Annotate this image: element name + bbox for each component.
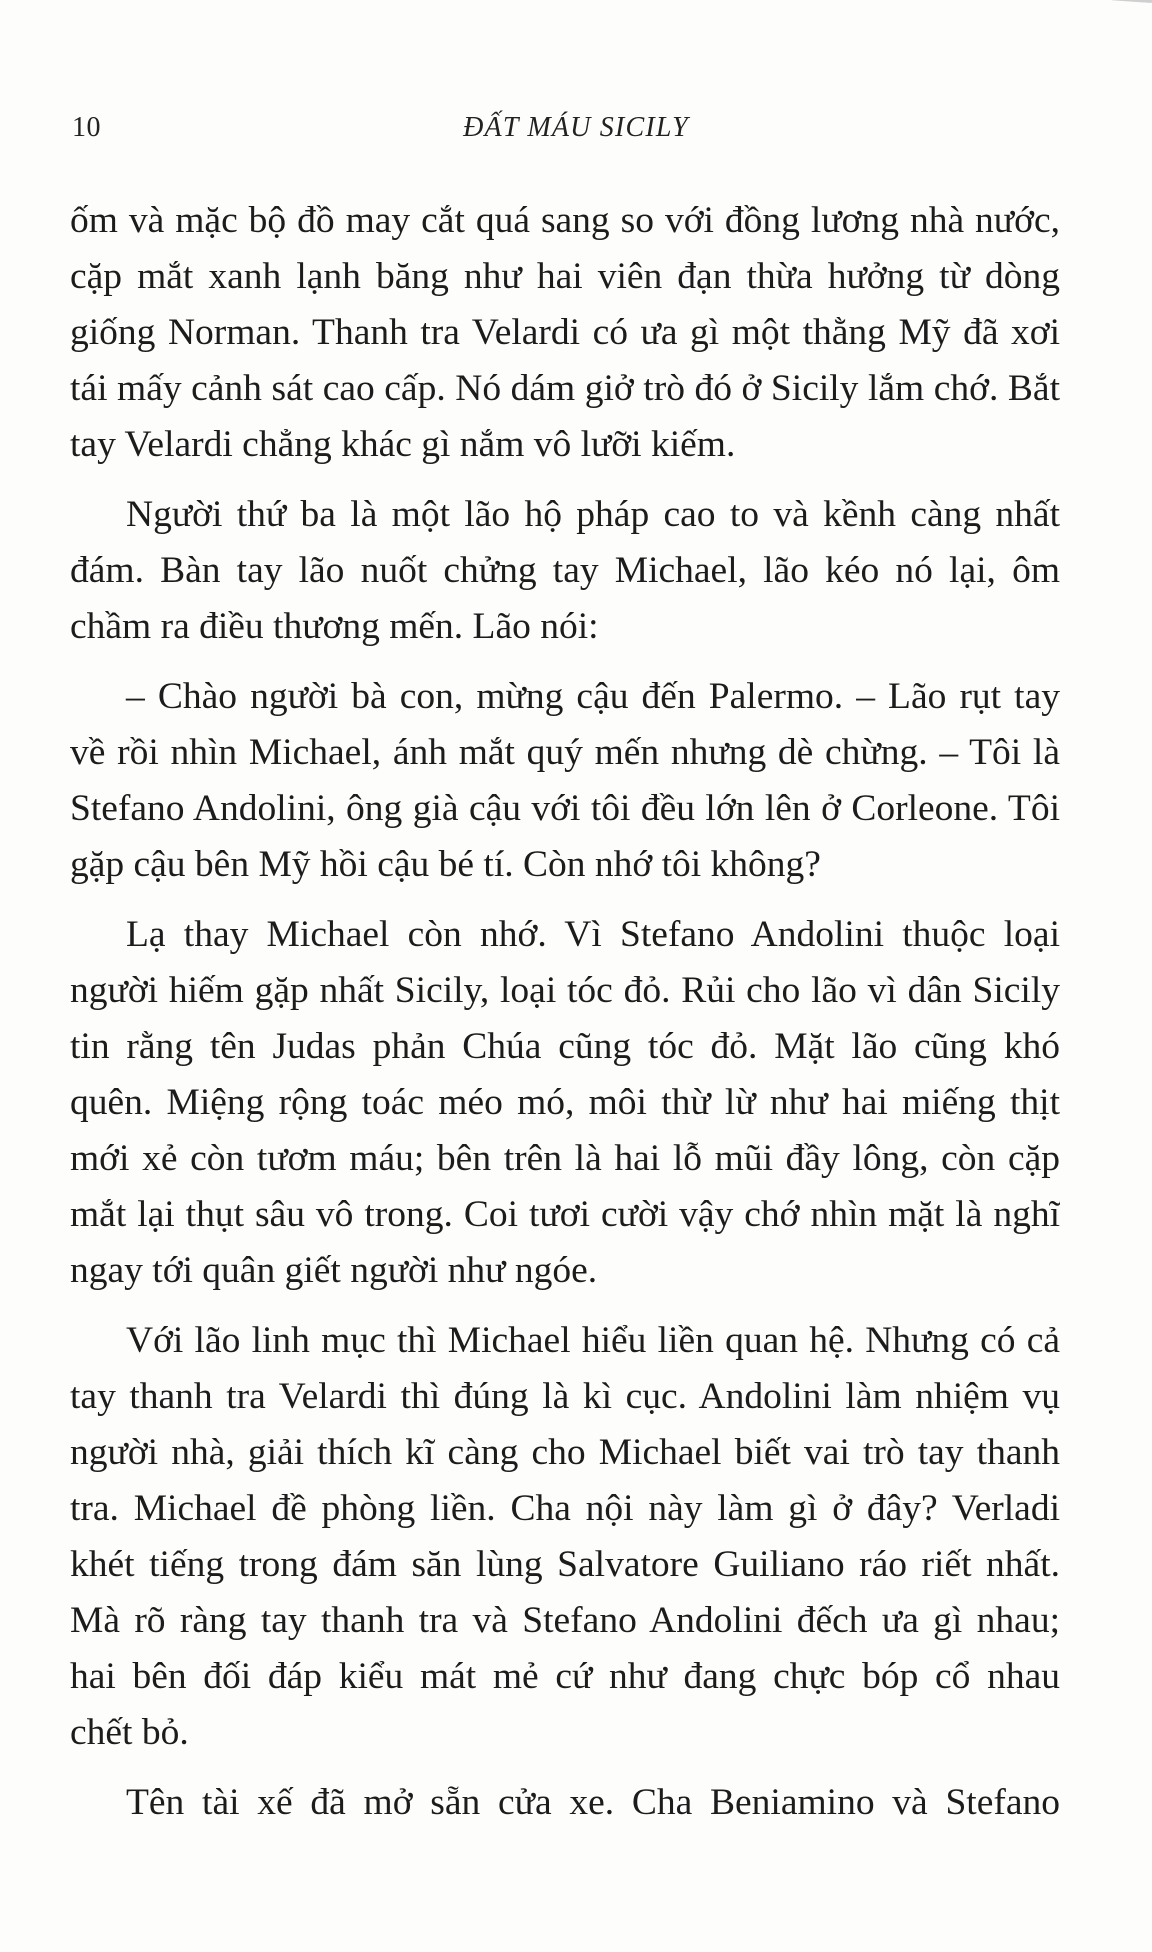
page-corner-mark xyxy=(1111,0,1152,15)
text-line: tay thanh tra Velardi thì đúng là kì cục. Andolini làm nhiệm vụ xyxy=(70,1376,1060,1417)
text-line: người nhà, giải thích kĩ càng cho Michael biết vai trò tay thanh xyxy=(70,1432,1060,1473)
text-line: tái mấy cảnh sát cao cấp. Nó dám giở trò đó ở Sicily lắm chớ. Bắt xyxy=(70,368,1060,409)
text-line: chết bỏ. xyxy=(70,1712,189,1753)
text-line: Với lão linh mục thì Michael hiểu liền quan hệ. Nhưng có cả xyxy=(126,1320,1060,1361)
text-line: gặp cậu bên Mỹ hồi cậu bé tí. Còn nhớ tôi không? xyxy=(70,844,821,885)
text-line: giống Norman. Thanh tra Velardi có ưa gì một thằng Mỹ đã xơi xyxy=(70,312,1060,353)
text-line: về rồi nhìn Michael, ánh mắt quý mến nhưng dè chừng. – Tôi là xyxy=(70,732,1060,773)
text-line: quên. Miệng rộng toác méo mó, môi thừ lừ như hai miếng thịt xyxy=(70,1082,1060,1123)
paragraph-1 xyxy=(70,193,1060,473)
text-line: Stefano Andolini, ông già cậu với tôi đều lớn lên ở Corleone. Tôi xyxy=(70,788,1060,829)
paragraph-5 xyxy=(70,1313,1060,1761)
text-line: mắt lại thụt sâu vô trong. Coi tươi cười vậy chớ nhìn mặt là nghĩ xyxy=(70,1194,1060,1235)
text-line: tra. Michael đề phòng liền. Cha nội này làm gì ở đây? Verladi xyxy=(70,1488,1060,1529)
paragraph-6 xyxy=(70,1775,1060,1831)
text-line: tay Velardi chẳng khác gì nắm vô lưỡi kiếm. xyxy=(70,424,736,465)
running-head xyxy=(70,112,1082,152)
page-number: 10 xyxy=(72,112,101,143)
text-line: tin rằng tên Judas phản Chúa cũng tóc đỏ. Mặt lão cũng khó xyxy=(70,1026,1060,1067)
text-line: chầm ra điều thương mến. Lão nói: xyxy=(70,606,599,647)
book-title: ĐẤT MÁU SICILY xyxy=(463,112,689,143)
paragraph-4 xyxy=(70,907,1060,1299)
paragraph-3 xyxy=(70,669,1060,893)
body-text xyxy=(70,193,1060,1845)
text-line: người hiếm gặp nhất Sicily, loại tóc đỏ. Rủi cho lão vì dân Sicily xyxy=(70,970,1060,1011)
text-line: hai bên đối đáp kiểu mát mẻ cứ như đang chực bóp cổ nhau xyxy=(70,1656,1060,1697)
text-line: Tên tài xế đã mở sẵn cửa xe. Cha Beniamino và Stefano xyxy=(126,1782,1060,1823)
text-line: cặp mắt xanh lạnh băng như hai viên đạn thừa hưởng từ dòng xyxy=(70,256,1060,297)
text-line: Người thứ ba là một lão hộ pháp cao to và kềnh càng nhất xyxy=(126,494,1060,535)
text-line: Lạ thay Michael còn nhớ. Vì Stefano Andolini thuộc loại xyxy=(126,914,1060,955)
text-line: ốm và mặc bộ đồ may cắt quá sang so với đồng lương nhà nước, xyxy=(70,200,1060,241)
text-line: khét tiếng trong đám săn lùng Salvatore Guiliano ráo riết nhất. xyxy=(70,1544,1060,1585)
text-line: – Chào người bà con, mừng cậu đến Palermo. – Lão rụt tay xyxy=(126,676,1060,717)
paragraph-2 xyxy=(70,487,1060,655)
text-line: đám. Bàn tay lão nuốt chửng tay Michael, lão kéo nó lại, ôm xyxy=(70,550,1060,591)
text-line: ngay tới quân giết người như ngóe. xyxy=(70,1250,598,1291)
text-line: Mà rõ ràng tay thanh tra và Stefano Andolini đếch ưa gì nhau; xyxy=(70,1600,1060,1641)
text-line: mới xẻ còn tươm máu; bên trên là hai lỗ mũi đầy lông, còn cặp xyxy=(70,1138,1060,1179)
